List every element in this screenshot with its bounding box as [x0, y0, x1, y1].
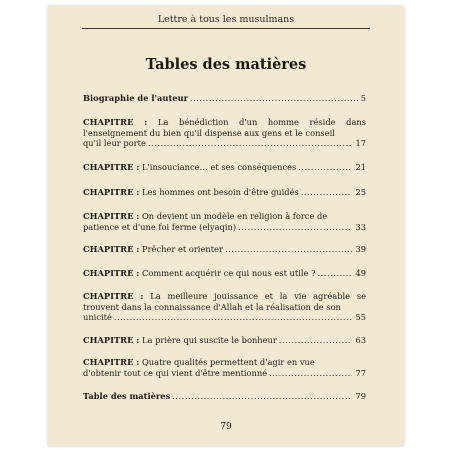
toc-entry-chapter-4 [83, 211, 366, 232]
toc-entry-chapter-6 [83, 268, 366, 279]
toc-title: Tables des matières [145, 56, 307, 73]
entry-page-number: 49 [355, 268, 366, 278]
entry-label: CHAPITRE : [83, 117, 148, 127]
book-page [48, 6, 404, 446]
entry-text-last: Prêcher et orienter [142, 244, 223, 254]
leader-dots [225, 244, 353, 255]
entry-page-number: 21 [355, 162, 366, 172]
leader-dots [190, 93, 358, 104]
entry-label: CHAPITRE : [83, 162, 140, 172]
entry-page-number: 39 [355, 244, 366, 254]
leader-dots [318, 268, 353, 279]
leader-dots [172, 391, 352, 402]
entry-text-last: Les hommes ont besoin d'être guidés [142, 187, 299, 197]
entry-text: La bénédiction d'un homme réside dans l'enseignement du bien qu'il dispense aux gens et le conseil [83, 117, 367, 138]
leader-dots [279, 335, 353, 346]
entry-text-last: unicité [83, 312, 112, 322]
toc-entry-chapter-2 [83, 162, 366, 173]
entry-label: Biographie de l'auteur [83, 93, 188, 103]
leader-dots [238, 222, 352, 233]
entry-label: CHAPITRE : [83, 211, 140, 221]
entry-label: CHAPITRE : [83, 335, 140, 345]
entry-text: On devient un modèle en religion à force de [142, 211, 328, 221]
entry-text: La meilleure jouissance et la vie agréable se trouvent dans la connaissance d'Allah et la réalisation de son [83, 291, 366, 312]
entry-text-last: d'obtenir tout ce qui vient d'être mentionné [83, 367, 268, 378]
page-number: 79 [220, 422, 232, 432]
leader-dots [148, 138, 353, 149]
running-head: Lettre à tous les musulmans [157, 14, 295, 25]
entry-text: Quatre qualités permettent d'agir en vue [142, 357, 315, 367]
entry-label: CHAPITRE : [83, 187, 140, 197]
entry-label: CHAPITRE : [83, 244, 140, 254]
entry-page-number: 33 [355, 221, 366, 232]
leader-dots [298, 162, 352, 173]
toc-entry-chapter-3 [83, 187, 366, 198]
toc-entry-chapter-8 [83, 335, 366, 346]
leader-dots [301, 187, 353, 198]
toc-entry-chapter-9 [83, 357, 366, 378]
entry-text-last: L'insouciance… et ses conséquences [142, 162, 297, 172]
toc-entry-chapter-7 [83, 291, 366, 323]
toc-entry-table [83, 391, 366, 402]
toc-entry-chapter-5 [83, 244, 366, 255]
toc-entry-biography [83, 93, 366, 104]
leader-dots [269, 368, 352, 379]
entry-page-number: 5 [360, 93, 366, 103]
leader-dots [114, 312, 353, 323]
entry-label: CHAPITRE : [83, 291, 144, 301]
entry-page-number: 63 [355, 335, 366, 345]
toc-entry-chapter-1 [83, 117, 366, 149]
entry-page-number: 55 [355, 312, 366, 322]
entry-label: CHAPITRE : [83, 268, 140, 278]
entry-page-number: 17 [355, 138, 366, 148]
entry-label: Table des matières [83, 391, 171, 401]
entry-text-last: La prière qui suscite le bonheur [142, 335, 277, 345]
entry-text-last: patience et d'une foi ferme (elyaqin) [83, 221, 237, 232]
entry-text-last: Comment acquérir ce qui nous est utile ? [142, 268, 316, 278]
header-rule [82, 28, 370, 29]
entry-text-last: qu'il leur porte [83, 138, 146, 148]
entry-page-number: 77 [355, 367, 366, 378]
entry-page-number: 25 [355, 187, 366, 197]
entry-label: CHAPITRE : [83, 357, 140, 367]
entry-page-number: 79 [355, 391, 366, 401]
